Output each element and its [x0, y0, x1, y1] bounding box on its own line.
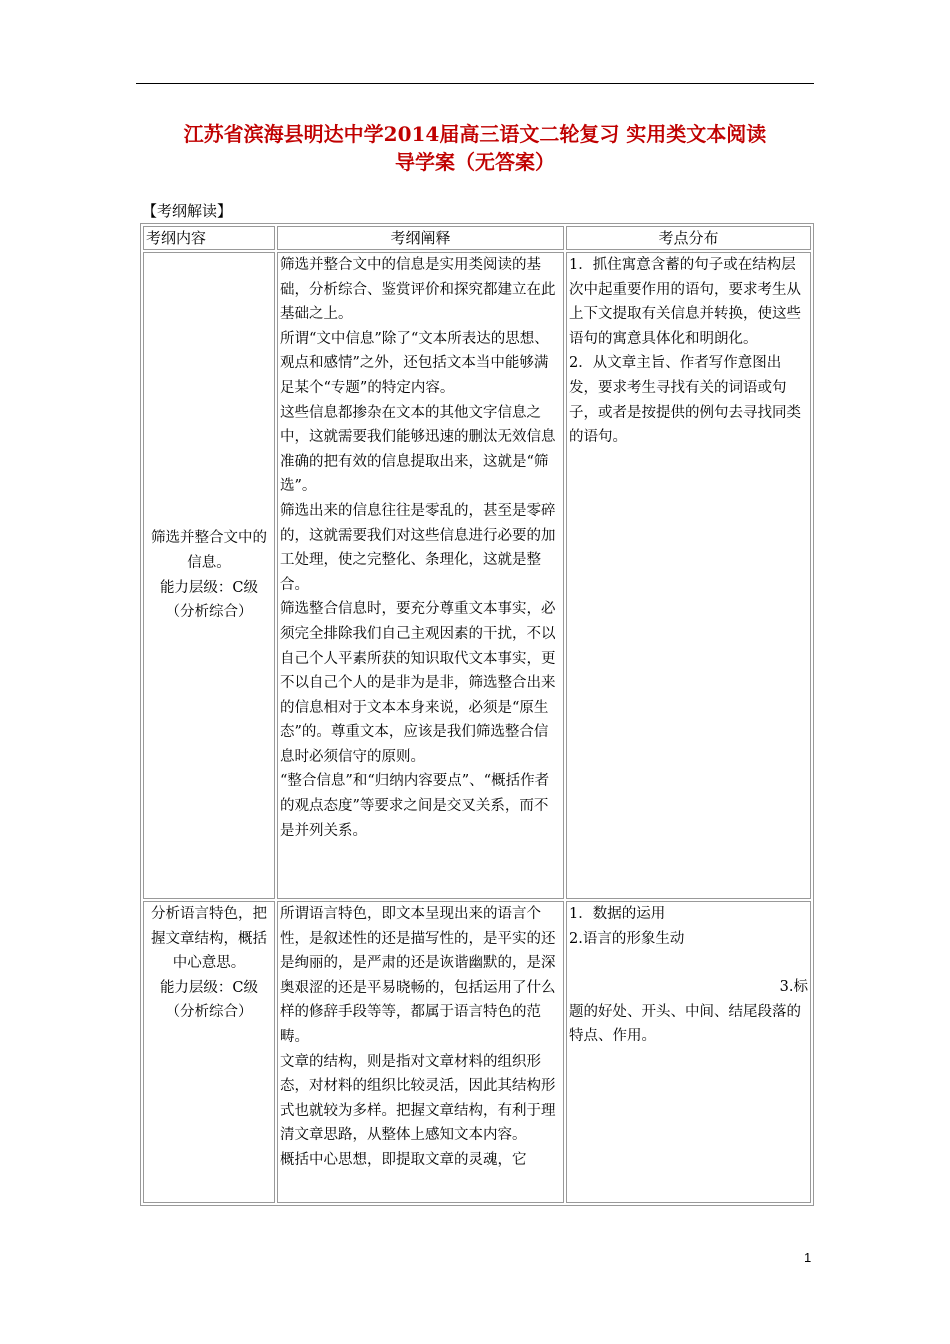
explanation-paragraph: “整合信息”和“归纳内容要点”、“概括作者的观点态度”等要求之间是交叉关系，而不是并列关系。 — [280, 773, 550, 839]
row1-explanation — [277, 252, 564, 899]
content-line: （分析综合） — [165, 1004, 253, 1021]
header-rule — [136, 83, 814, 84]
content-line: 能力层级：C级 — [159, 979, 259, 996]
row2-points — [566, 901, 811, 1203]
content-line: 筛选并整合文中的信息。 — [151, 530, 267, 571]
table-row — [143, 252, 811, 899]
explanation-paragraph: 这些信息都掺杂在文本的其他文字信息之中，这就需要我们能够迅速的删汰无效信息准确的把有效的信息提取出来，这就是“筛选”。 — [280, 404, 556, 495]
document-title — [120, 120, 830, 176]
content-line: 能力层级：C级 — [159, 579, 259, 596]
explanation-paragraph: 所谓语言特色，即文本呈现出来的语言个性，是叙述性的还是描写性的，是平实的还是绚丽的，是严肃的还是诙谐幽默的，是深奥艰涩的还是平易晓畅的，包括运用了什么样的修辞手段等等，都属于语言特色的范畴。 — [280, 906, 556, 1045]
point-item: 1．抓住寓意含蓄的句子或在结构层次中起重要作用的语句，要求考生从上下文提取有关信息并转换，使这些语句的寓意具体化和明朗化。 — [569, 257, 801, 347]
explanation-paragraph: 文章的结构，则是指对文章材料的组织形态，对材料的组织比较灵活，因此其结构形式也就较为多样。把握文章结构，有利于理清文章思路，从整体上感知文本内容。 — [280, 1053, 556, 1144]
explanation-paragraph: 筛选并整合文中的信息是实用类阅读的基础，分析综合、鉴赏评价和探究都建立在此基础之上。 — [280, 257, 556, 323]
point-item: 2．从文章主旨、作者写作意图出发，要求考生寻找有关的词语或句子，或者是按提供的例句去寻找同类的语句。 — [569, 355, 801, 446]
row1-points — [566, 252, 811, 899]
row1-content — [143, 252, 275, 899]
content-line: （分析综合） — [165, 604, 253, 621]
point-item: 3.标 — [779, 979, 808, 996]
header-points: 考点分布 — [566, 226, 811, 250]
explanation-paragraph: 筛选出来的信息往往是零乱的，甚至是零碎的，这就需要我们对这些信息进行必要的加工处理，使之完整化、条理化，这就是整合。 — [280, 502, 556, 593]
syllabus-table — [140, 223, 814, 1206]
explanation-paragraph: 概括中心思想，即提取文章的灵魂，它 — [280, 1151, 527, 1168]
row2-content — [143, 901, 275, 1203]
content-line: 分析语言特色，把握文章结构，概括中心意思。 — [151, 906, 267, 972]
title-line-2: 导学案（无答案） — [395, 150, 555, 174]
explanation-paragraph: 筛选整合信息时，要充分尊重文本事实，必须完全排除我们自己主观因素的干扰，不以自己个人平素所获的知识取代文本事实，更不以自己个人的是非为是非，筛选整合出来的信息相对于文本本身来说，必须是“原生态”的。尊重文本，应该是我们筛选整合信息时必须信守的原则。 — [280, 601, 556, 765]
table-header-row — [143, 226, 811, 250]
header-content: 考纲内容 — [143, 226, 275, 250]
explanation-paragraph: 所谓“文中信息”除了“文本所表达的思想、观点和感情”之外，还包括文本当中能够满足某个“专题”的特定内容。 — [280, 330, 549, 396]
point-item: 题的好处、开头、中间、结尾段落的特点、作用。 — [569, 1003, 801, 1045]
page-number: 1 — [804, 1250, 812, 1265]
header-explanation: 考纲阐释 — [277, 226, 564, 250]
table-row — [143, 901, 811, 1203]
point-item: 1．数据的运用 — [569, 906, 666, 922]
row2-explanation — [277, 901, 564, 1203]
title-line-1: 江苏省滨海县明达中学2014届高三语文二轮复习 实用类文本阅读 — [183, 122, 767, 146]
section-label: 【考纲解读】 — [142, 202, 233, 220]
point-item: 2.语言的形象生动 — [569, 930, 685, 947]
